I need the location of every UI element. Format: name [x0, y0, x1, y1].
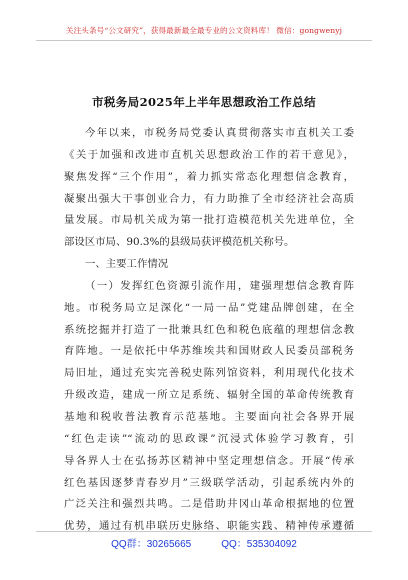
- body-line: 系统挖掘并打造了一批兼具红色和税色底蕴的理想信念教: [64, 323, 354, 336]
- body-line: 局旧址，通过充实完善税史陈列馆资料，利用现代化技术: [64, 367, 354, 380]
- body-line: 广泛关注和强烈共鸣。二是借助井冈山革命根据地的位置: [64, 498, 354, 511]
- header-divider: [36, 40, 372, 41]
- body-line: 基地和税收普法教育示范基地。主要面向社会各界开展: [64, 410, 354, 423]
- body-line: 聚焦发挥“三个作用”，着力抓实常态化理想信念教育，: [64, 170, 354, 183]
- subsection-heading: （一）发挥红色资源引流作用，建强理想信念教育阵: [85, 279, 354, 292]
- body-line: “红色走读”“流动的思政课”沉浸式体验学习教育，引: [64, 432, 354, 445]
- document-title: 市税务局2025年上半年思想政治工作总结: [91, 95, 316, 109]
- body-line: 凝聚出强大干事创业合力，有力助推了全市经济社会高质: [64, 192, 354, 205]
- body-line: 部设区市局、90.3%的县级局获评模范机关称号。: [64, 236, 295, 249]
- footer-qq: QQ：535304092: [221, 539, 297, 550]
- document-body: [64, 123, 354, 538]
- body-line: 《关于加强和改进市直机关思想政治工作的若干意见》，: [64, 148, 354, 161]
- body-line: 优势，通过有机串联历史脉络、职能实践、精神传承遵循: [64, 520, 354, 533]
- body-line: 地。市税务局立足深化“一局一品”党建品牌创建，在全: [64, 301, 354, 314]
- body-line: 升级改造，建成一所立足系统、辐射全国的革命传统教育: [64, 389, 354, 402]
- body-line: 量发展。市局机关成为第一批打造模范机关先进单位，全: [64, 214, 354, 227]
- body-line: 导各界人士在弘扬苏区精神中坚定理想信念。开展“传承: [64, 454, 354, 467]
- body-line: 育阵地。一是依托中华苏维埃共和国财政人民委员部税务: [64, 345, 354, 358]
- section-heading: 一、主要工作情况: [85, 258, 169, 271]
- footer-qq-group: QQ群：30265665: [111, 539, 192, 550]
- body-line: 今年以来，市税务局党委认真贯彻落实市直机关工委: [85, 127, 354, 139]
- footer-contact: [0, 535, 408, 550]
- body-line: 红色基因逐梦青春岁月”三级联学活动，引起系统内外的: [64, 476, 354, 489]
- footer-divider: [36, 531, 372, 532]
- header-banner: 关注头条号“公文研究”，获得最新最全最专业的公文资料库！ 微信：gongwenyj: [65, 26, 343, 35]
